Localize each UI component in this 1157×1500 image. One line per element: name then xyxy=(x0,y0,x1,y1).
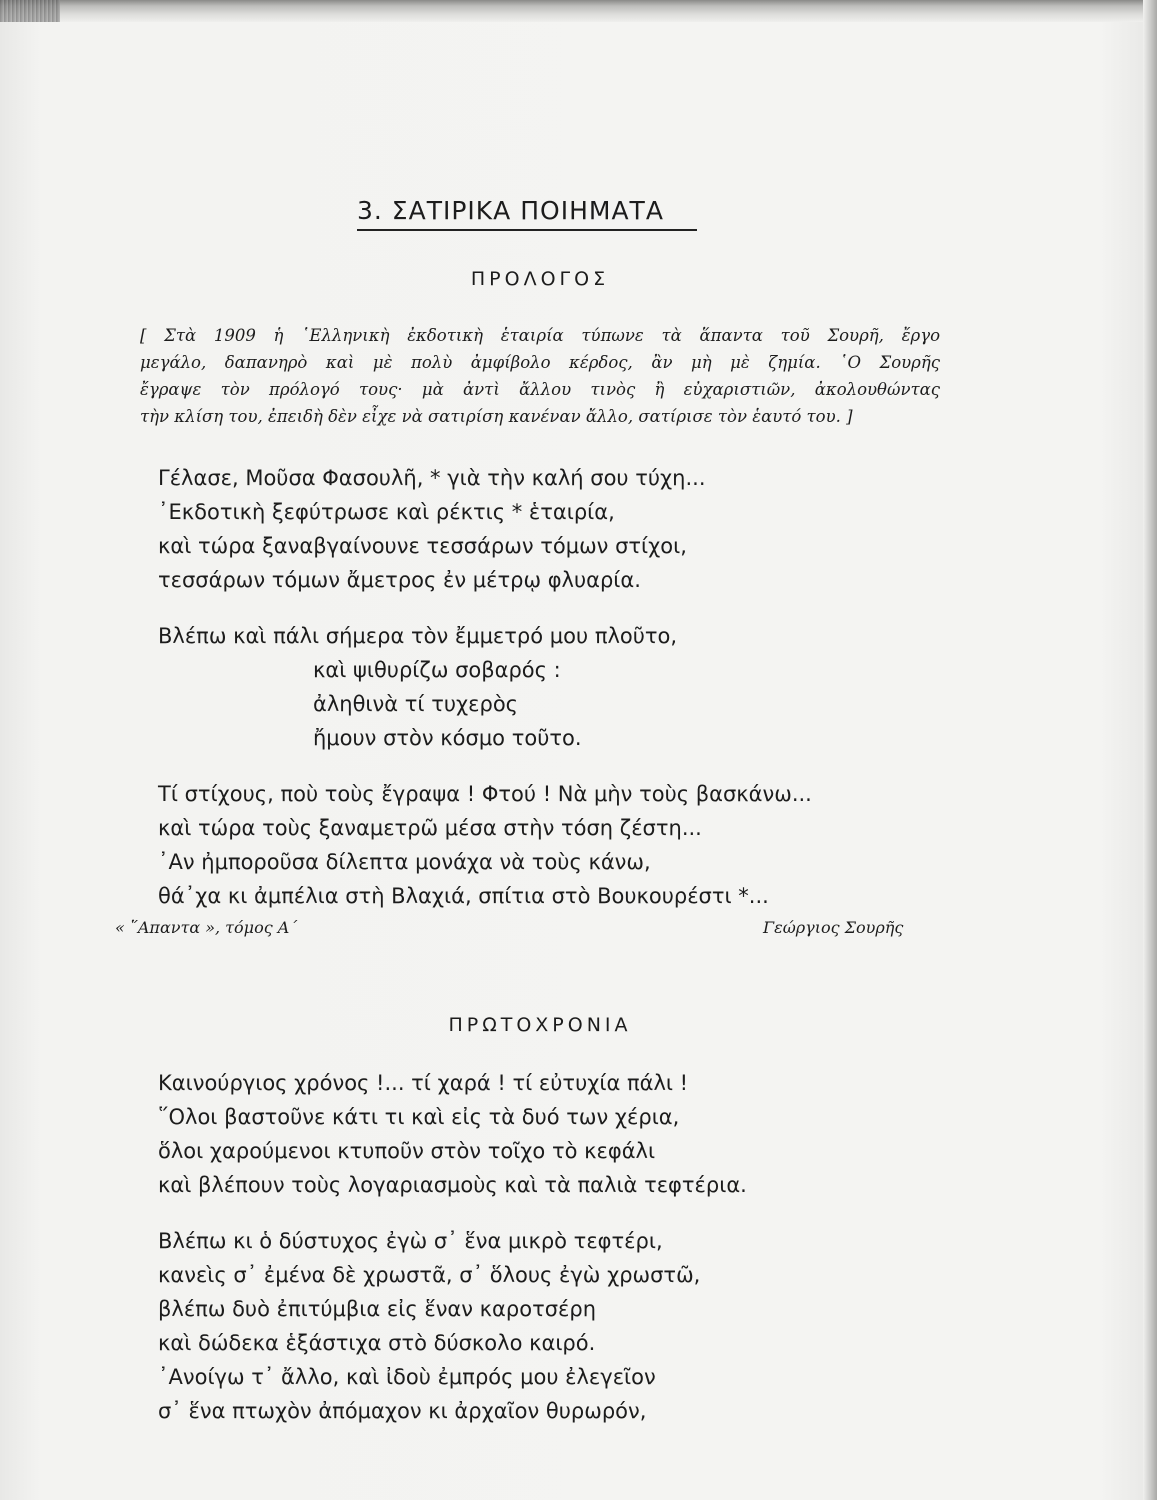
new-year-stanza-1 xyxy=(158,1066,747,1202)
verse-line: ἤμουν στὸν κόσμο τοῦτο. xyxy=(313,726,582,750)
new-year-title: ΠΡΩΤΟΧΡΟΝΙΑ xyxy=(448,1014,632,1036)
prologue-intro xyxy=(140,322,940,430)
verse-line: καὶ τώρα τοὺς ξαναμετρῶ μέσα στὴν τόση ζέστη... xyxy=(158,816,702,840)
verse-line: ᾽Ανοίγω τ᾽ ἄλλο, καὶ ἰδοὺ ἐμπρός μου ἐλεγεῖον xyxy=(158,1365,656,1389)
source-reference: « ῞Απαντα », τόμος Α΄ xyxy=(115,918,298,937)
verse-line: ᾽Αν ἠμποροῦσα δίλεπτα μονάχα νὰ τοὺς κάνω, xyxy=(158,850,651,874)
verse-line: Καινούργιος χρόνος !... τί χαρά ! τί εὐτυχία πάλι ! xyxy=(158,1071,689,1095)
verse-line: ῞Ολοι βαστοῦνε κάτι τι καὶ εἰς τὰ δυό των χέρια, xyxy=(158,1105,680,1129)
verse-line: καὶ βλέπουν τοὺς λογαριασμοὺς καὶ τὰ παλιὰ τεφτέρια. xyxy=(158,1173,747,1197)
author-name: Γεώργιος Σουρῆς xyxy=(763,918,904,937)
verse-line: θά᾽χα κι ἀμπέλια στὴ Βλαχιά, σπίτια στὸ Βουκουρέστι *... xyxy=(158,884,769,908)
intro-line: ἔγραψε τὸν πρόλογό τους· μὰ ἀντὶ ἄλλου τινὸς ἢ εὐχαριστιῶν, ἀκολουθώντας xyxy=(140,380,940,399)
prologue-stanza-3 xyxy=(158,777,812,913)
verse-line: καὶ τώρα ξαναβγαίνουνε τεσσάρων τόμων στίχοι, xyxy=(158,534,687,558)
prologue-stanza-2 xyxy=(158,619,677,755)
section-title: 3. ΣΑΤΙΡΙΚΑ ΠΟΙΗΜΑΤΑ xyxy=(357,196,697,231)
verse-line: κανεὶς σ᾽ ἐμένα δὲ χρωστᾶ, σ᾽ ὅλους ἐγὼ χρωστῶ, xyxy=(158,1263,701,1287)
verse-line: Τί στίχους, ποὺ τοὺς ἔγραψα ! Φτού ! Νὰ μὴν τοὺς βασκάνω... xyxy=(158,782,812,806)
verse-line: Βλέπω κι ὁ δύστυχος ἐγὼ σ᾽ ἕνα μικρὸ τεφτέρι, xyxy=(158,1229,663,1253)
binding-edge xyxy=(0,0,60,22)
verse-line: καὶ ψιθυρίζω σοβαρός : xyxy=(313,658,561,682)
prologue-title: ΠΡΟΛΟΓΟΣ xyxy=(470,268,610,290)
prologue-stanza-1 xyxy=(158,461,706,597)
intro-line: τὴν κλίση του, ἐπειδὴ δὲν εἶχε νὰ σατιρίση κανέναν ἄλλο, σατίρισε τὸν ἑαυτό του. ] xyxy=(140,407,853,426)
verse-line: Γέλασε, Μοῦσα Φασουλῆ, * γιὰ τὴν καλή σου τύχη... xyxy=(158,466,706,490)
page-top-edge xyxy=(0,0,1157,22)
intro-line: μεγάλο, δαπανηρὸ καὶ μὲ πολὺ ἀμφίβολο κέρδος, ἂν μὴ μὲ ζημία. ῾Ο Σουρῆς xyxy=(140,353,940,372)
verse-line: βλέπω δυὸ ἐπιτύμβια εἰς ἕναν καροτσέρη xyxy=(158,1297,597,1321)
verse-line: ἀληθινὰ τί τυχερὸς xyxy=(313,692,518,716)
verse-line: Βλέπω καὶ πάλι σήμερα τὸν ἔμμετρό μου πλοῦτο, xyxy=(158,624,678,648)
page-right-edge xyxy=(1143,0,1157,1500)
intro-line: [ Στὰ 1909 ἡ ῾Ελληνικὴ ἐκδοτικὴ ἑταιρία τύπωνε τὰ ἅπαντα τοῦ Σουρῆ, ἔργο xyxy=(140,326,940,345)
verse-line: σ᾽ ἕνα πτωχὸν ἀπόμαχον κι ἀρχαῖον θυρωρόν, xyxy=(158,1399,647,1423)
verse-line: καὶ δώδεκα ἑξάστιχα στὸ δύσκολο καιρό. xyxy=(158,1331,596,1355)
verse-line: τεσσάρων τόμων ἄμετρος ἐν μέτρῳ φλυαρία. xyxy=(158,568,641,592)
verse-line: ὅλοι χαρούμενοι κτυποῦν στὸν τοῖχο τὸ κεφάλι xyxy=(158,1139,656,1163)
new-year-stanza-2 xyxy=(158,1224,700,1428)
verse-line: ᾽Εκδοτικὴ ξεφύτρωσε καὶ ρέκτις * ἑταιρία, xyxy=(158,500,615,524)
